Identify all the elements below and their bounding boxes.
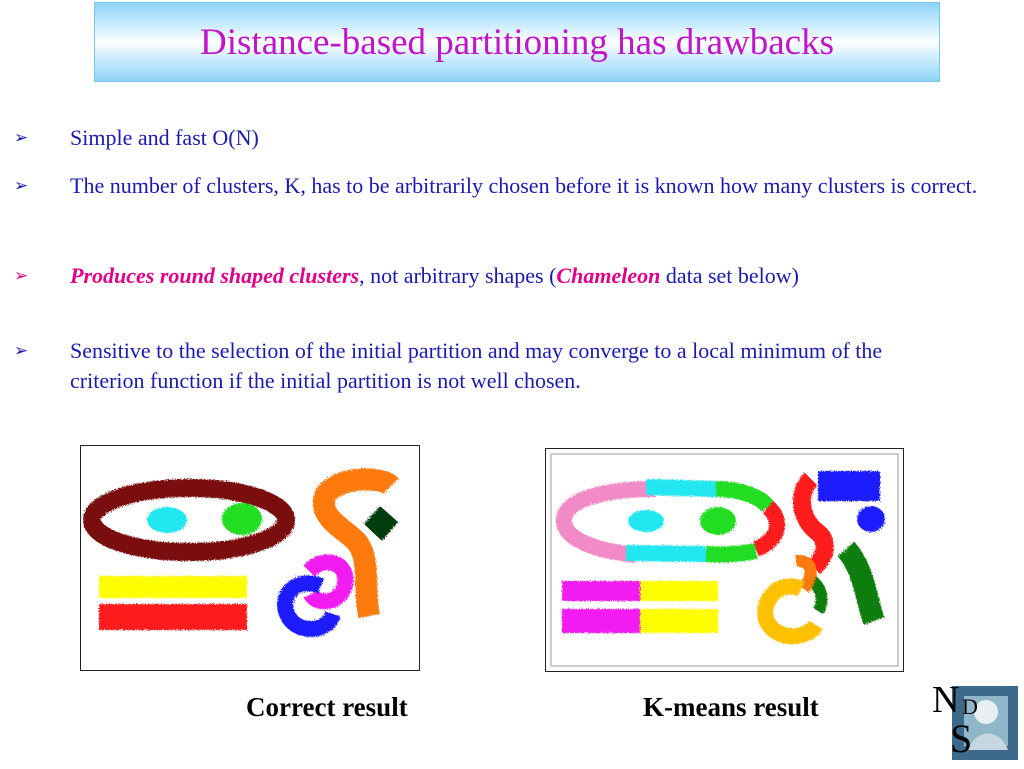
bullet-arrow-icon: ➢ (14, 341, 29, 361)
correct-result-plot (81, 446, 419, 670)
km-inner-cyan (628, 510, 664, 532)
cluster-yellow (99, 576, 247, 598)
km-blue-small (857, 506, 885, 532)
caption-kmeans-result: K-means result (643, 692, 819, 722)
km-green-dark (846, 549, 874, 621)
bullet-arrow-icon: ➢ (14, 266, 29, 286)
bullet-arrow-icon: ➢ (14, 176, 29, 196)
cluster-cyan (147, 507, 187, 533)
km-gold (765, 586, 816, 636)
bullet-3-text-part: , not arbitrary shapes ( (359, 263, 557, 288)
bullet-4-text: Sensitive to the selection of the initial partition and may converge to a local minimum of the criterion function if the initial partition is not well chosen. (70, 338, 883, 393)
logo-letter-s: S (950, 716, 973, 761)
slide-title: Distance-based partitioning has drawbacks (200, 21, 834, 63)
bullet-arrow-icon: ➢ (14, 128, 29, 148)
logo-letter-n: N (932, 679, 960, 721)
bullet-1-text: Simple and fast O(N) (70, 125, 259, 150)
caption-correct-result: Correct result (246, 692, 408, 722)
title-banner (94, 2, 940, 82)
cluster-dark-green (364, 506, 398, 541)
km-magenta-top (562, 581, 640, 601)
kmeans-result-plot (546, 449, 903, 671)
km-inner-green (700, 507, 736, 535)
km-ring-cyan-top (646, 487, 716, 489)
figure-kmeans-result (545, 448, 904, 672)
cluster-red (99, 604, 247, 630)
logo-letter-d: D (962, 694, 978, 719)
km-ring-green-bottom (706, 551, 756, 555)
bullet-2-text: The number of clusters, K, has to be arbitrarily chosen before it is known how many clusters is correct. (70, 173, 978, 198)
highlight-round-clusters: Produces round shaped clusters (70, 263, 360, 288)
km-magenta-bottom (562, 609, 640, 633)
km-blue (818, 471, 880, 501)
km-ring-green-top (716, 489, 768, 507)
km-ring-cyan-bottom (626, 553, 706, 554)
highlight-chameleon: Chameleon (556, 263, 661, 288)
nds-logo (928, 672, 1020, 764)
figure-correct-result (80, 445, 420, 671)
cluster-green (222, 503, 262, 535)
bullet-3-text (70, 256, 1014, 296)
km-yellow-top (640, 581, 718, 601)
bullet-3-text-part-2: data set below) (660, 263, 799, 288)
km-ring-red (756, 507, 777, 549)
km-yellow-bottom (640, 609, 718, 633)
